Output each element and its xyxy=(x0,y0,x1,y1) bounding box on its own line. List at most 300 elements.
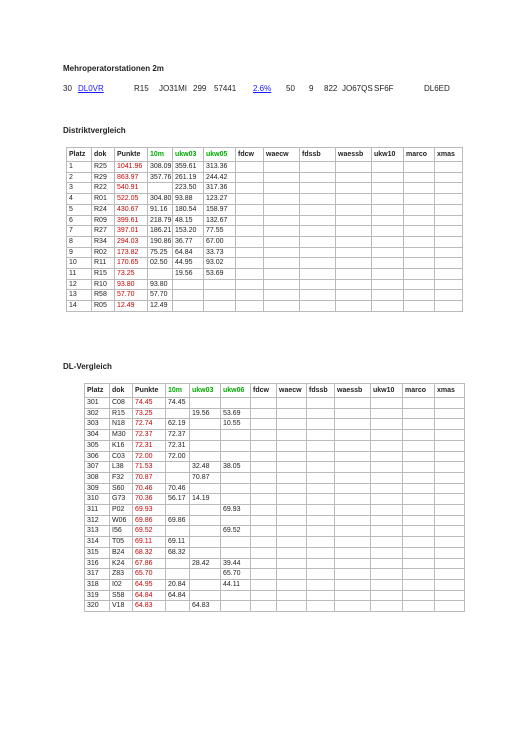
table-cell-fdcw xyxy=(251,494,277,505)
table-cell-ukw06: 44.11 xyxy=(221,579,251,590)
table-cell-marco xyxy=(403,579,435,590)
table-cell-fdcw xyxy=(251,505,277,516)
table-cell-ukw05: 93.02 xyxy=(204,258,236,269)
table-cell-ukw05: 53.69 xyxy=(204,269,236,280)
table-cell-waessb xyxy=(336,215,372,226)
table-cell-fdssb xyxy=(300,258,336,269)
table-cell-ukw10 xyxy=(371,408,403,419)
table-row xyxy=(85,547,465,558)
table-cell-waessb xyxy=(336,290,372,301)
table-cell-fdcw xyxy=(236,279,264,290)
table-cell-platz: 13 xyxy=(67,290,92,301)
table-row xyxy=(85,472,465,483)
table-cell-platz: 7 xyxy=(67,226,92,237)
table-cell-10m: 357.76 xyxy=(148,172,173,183)
column-header-ukw10: ukw10 xyxy=(372,148,404,162)
table-cell-platz: 313 xyxy=(85,526,110,537)
table-cell-ukw06: 38.05 xyxy=(221,462,251,473)
table-cell-10m: 93.80 xyxy=(148,279,173,290)
table-cell-waecw xyxy=(264,226,300,237)
table-cell-dok: T05 xyxy=(110,537,133,548)
table-cell-fdcw xyxy=(236,215,264,226)
column-header-dok: dok xyxy=(110,384,133,398)
table-cell-punkte: 64.84 xyxy=(133,590,166,601)
table-cell-waecw xyxy=(264,183,300,194)
table-cell-waessb xyxy=(336,204,372,215)
table-cell-ukw10 xyxy=(372,301,404,312)
table-cell-xmas xyxy=(435,537,465,548)
table-cell-fdcw xyxy=(236,194,264,205)
table-cell-platz: 303 xyxy=(85,419,110,430)
station-odx-loc: JO67QS xyxy=(342,84,373,93)
table-cell-dok: S60 xyxy=(110,483,133,494)
station-n2: 9 xyxy=(309,84,314,93)
table-cell-fdssb xyxy=(300,204,336,215)
table-cell-10m: 304.80 xyxy=(148,194,173,205)
table-cell-platz: 309 xyxy=(85,483,110,494)
table-cell-punkte: 72.37 xyxy=(133,430,166,441)
table-cell-ukw03 xyxy=(173,279,204,290)
table-cell-10m: 69.86 xyxy=(166,515,190,526)
table-cell-10m xyxy=(166,558,190,569)
table-cell-ukw05: 158.97 xyxy=(204,204,236,215)
table-cell-dok: R34 xyxy=(92,236,115,247)
table-cell-marco xyxy=(403,451,435,462)
table-cell-ukw10 xyxy=(371,462,403,473)
table-cell-waessb xyxy=(335,590,371,601)
table-cell-dok: S58 xyxy=(110,590,133,601)
table-cell-10m: 91.16 xyxy=(148,204,173,215)
column-header-ukw06: ukw06 xyxy=(221,384,251,398)
table-cell-punkte: 69.86 xyxy=(133,515,166,526)
table-cell-punkte: 93.80 xyxy=(115,279,148,290)
table-cell-marco xyxy=(404,236,435,247)
table-cell-waecw xyxy=(264,162,300,173)
table-cell-dok: N18 xyxy=(110,419,133,430)
table-cell-xmas xyxy=(435,290,463,301)
table-cell-10m xyxy=(166,462,190,473)
table-cell-10m: 68.32 xyxy=(166,547,190,558)
table-cell-xmas xyxy=(435,408,465,419)
table-cell-fdcw xyxy=(251,558,277,569)
table-cell-xmas xyxy=(435,515,465,526)
table-cell-waessb xyxy=(335,462,371,473)
table-cell-xmas xyxy=(435,505,465,516)
table-cell-fdcw xyxy=(251,440,277,451)
table-cell-waessb xyxy=(336,301,372,312)
table-cell-waessb xyxy=(335,483,371,494)
table-cell-ukw05: 33.73 xyxy=(204,247,236,258)
table-cell-dok: I02 xyxy=(110,579,133,590)
table-cell-marco xyxy=(404,269,435,280)
table-cell-punkte: 170.65 xyxy=(115,258,148,269)
table-cell-marco xyxy=(403,494,435,505)
table-cell-dok: R11 xyxy=(92,258,115,269)
table-cell-waessb xyxy=(335,451,371,462)
table-cell-platz: 320 xyxy=(85,601,110,612)
table-cell-fdssb xyxy=(300,226,336,237)
column-header-ukw05: ukw05 xyxy=(204,148,236,162)
table-cell-waecw xyxy=(277,430,307,441)
table-cell-ukw05 xyxy=(204,290,236,301)
table-cell-ukw10 xyxy=(371,515,403,526)
table-cell-ukw10 xyxy=(371,419,403,430)
table-cell-xmas xyxy=(435,494,465,505)
table-cell-platz: 314 xyxy=(85,537,110,548)
table-cell-xmas xyxy=(435,558,465,569)
table-cell-dok: R09 xyxy=(92,215,115,226)
table-cell-platz: 311 xyxy=(85,505,110,516)
table-cell-ukw03: 64.84 xyxy=(173,247,204,258)
section-title-multiop: Mehroperatorstationen 2m xyxy=(63,64,164,73)
table-cell-punkte: 70.87 xyxy=(133,472,166,483)
table-cell-waecw xyxy=(277,483,307,494)
table-cell-waecw xyxy=(277,547,307,558)
table-cell-platz: 305 xyxy=(85,440,110,451)
column-header-marco: marco xyxy=(403,384,435,398)
table-cell-ukw03: 223.50 xyxy=(173,183,204,194)
table-cell-10m: 72.37 xyxy=(166,430,190,441)
table-cell-ukw10 xyxy=(372,258,404,269)
table-row xyxy=(67,247,463,258)
table-cell-fdssb xyxy=(300,279,336,290)
table-cell-platz: 4 xyxy=(67,194,92,205)
table-cell-ukw03: 19.56 xyxy=(190,408,221,419)
table-cell-waessb xyxy=(335,505,371,516)
table-cell-marco xyxy=(404,162,435,173)
table-cell-punkte: 71.53 xyxy=(133,462,166,473)
table-cell-xmas xyxy=(435,194,463,205)
table-cell-ukw06 xyxy=(221,515,251,526)
table-cell-fdcw xyxy=(251,569,277,580)
table-cell-punkte: 68.32 xyxy=(133,547,166,558)
table-cell-ukw10 xyxy=(372,236,404,247)
table-cell-fdcw xyxy=(236,247,264,258)
table-cell-ukw10 xyxy=(371,451,403,462)
table-cell-platz: 306 xyxy=(85,451,110,462)
table-cell-platz: 308 xyxy=(85,472,110,483)
table-cell-xmas xyxy=(435,547,465,558)
table-cell-ukw03: 14.19 xyxy=(190,494,221,505)
table-cell-ukw06 xyxy=(221,430,251,441)
table-cell-waecw xyxy=(277,472,307,483)
table-cell-fdcw xyxy=(251,537,277,548)
table-cell-fdcw xyxy=(251,398,277,409)
table-row xyxy=(85,590,465,601)
table-cell-10m xyxy=(166,408,190,419)
table-row xyxy=(67,290,463,301)
table-cell-waecw xyxy=(277,398,307,409)
table-cell-10m: 12.49 xyxy=(148,301,173,312)
table-cell-fdssb xyxy=(307,601,335,612)
table-cell-waessb xyxy=(335,579,371,590)
table-row xyxy=(85,505,465,516)
table-cell-waecw xyxy=(277,579,307,590)
table-cell-punkte: 12.49 xyxy=(115,301,148,312)
table-row xyxy=(85,601,465,612)
table-row xyxy=(85,398,465,409)
table-cell-xmas xyxy=(435,247,463,258)
table-cell-xmas xyxy=(435,440,465,451)
table-cell-punkte: 863.97 xyxy=(115,172,148,183)
table-cell-dok: R27 xyxy=(92,226,115,237)
table-cell-fdssb xyxy=(300,236,336,247)
table-cell-waessb xyxy=(335,526,371,537)
table-cell-waecw xyxy=(277,451,307,462)
table-cell-marco xyxy=(404,290,435,301)
table-cell-punkte: 397.01 xyxy=(115,226,148,237)
table-cell-xmas xyxy=(435,462,465,473)
table-cell-ukw06: 65.70 xyxy=(221,569,251,580)
table-cell-ukw10 xyxy=(372,269,404,280)
station-op: DL6ED xyxy=(424,84,450,93)
table-cell-fdssb xyxy=(307,430,335,441)
table-row xyxy=(67,194,463,205)
table-cell-fdssb xyxy=(307,526,335,537)
table-cell-10m: 74.45 xyxy=(166,398,190,409)
table-row xyxy=(67,279,463,290)
table-cell-ukw03 xyxy=(190,451,221,462)
table-cell-waessb xyxy=(335,419,371,430)
table-cell-fdssb xyxy=(300,172,336,183)
table-cell-xmas xyxy=(435,215,463,226)
table-cell-ukw03 xyxy=(190,483,221,494)
table-cell-waessb xyxy=(335,558,371,569)
table-cell-marco xyxy=(404,301,435,312)
table-cell-ukw10 xyxy=(372,172,404,183)
table-cell-waessb xyxy=(335,537,371,548)
table-row xyxy=(67,269,463,280)
table-cell-punkte: 67.86 xyxy=(133,558,166,569)
table-cell-waessb xyxy=(336,183,372,194)
table-row xyxy=(67,301,463,312)
table-cell-ukw05: 77.55 xyxy=(204,226,236,237)
table-cell-punkte: 294.03 xyxy=(115,236,148,247)
table-cell-ukw10 xyxy=(372,247,404,258)
table-cell-fdssb xyxy=(307,558,335,569)
table-row xyxy=(85,494,465,505)
table-cell-ukw06 xyxy=(221,472,251,483)
column-header-marco: marco xyxy=(404,148,435,162)
table-cell-ukw10 xyxy=(371,601,403,612)
table-cell-waecw xyxy=(277,494,307,505)
table-row xyxy=(67,215,463,226)
table-cell-fdcw xyxy=(251,515,277,526)
table-cell-ukw05: 67.00 xyxy=(204,236,236,247)
table-cell-waecw xyxy=(277,590,307,601)
table-cell-ukw10 xyxy=(371,483,403,494)
station-points: 57441 xyxy=(214,84,237,93)
dl-table xyxy=(84,383,465,612)
table-cell-marco xyxy=(403,440,435,451)
table-cell-fdcw xyxy=(236,226,264,237)
table-cell-fdssb xyxy=(307,537,335,548)
table-row xyxy=(67,226,463,237)
table-cell-10m: 218.79 xyxy=(148,215,173,226)
table-cell-marco xyxy=(403,462,435,473)
table-cell-10m: 308.09 xyxy=(148,162,173,173)
table-cell-ukw03 xyxy=(190,505,221,516)
table-row xyxy=(67,258,463,269)
table-cell-marco xyxy=(403,408,435,419)
station-locator: JO31MI xyxy=(159,84,188,93)
table-cell-xmas xyxy=(435,172,463,183)
table-row xyxy=(67,204,463,215)
table-cell-fdcw xyxy=(236,183,264,194)
table-row xyxy=(85,440,465,451)
table-cell-marco xyxy=(404,204,435,215)
column-header-fdssb: fdssb xyxy=(300,148,336,162)
table-cell-xmas xyxy=(435,269,463,280)
table-cell-dok: F32 xyxy=(110,472,133,483)
table-cell-10m: 72.31 xyxy=(166,440,190,451)
table-cell-ukw03 xyxy=(173,301,204,312)
column-header-waessb: waessb xyxy=(336,148,372,162)
table-cell-fdssb xyxy=(307,569,335,580)
table-cell-waessb xyxy=(336,247,372,258)
station-percent-link[interactable]: 2.6% xyxy=(253,84,272,93)
table-cell-waessb xyxy=(336,226,372,237)
table-cell-dok: R58 xyxy=(92,290,115,301)
table-cell-dok: Z83 xyxy=(110,569,133,580)
table-cell-dok: M30 xyxy=(110,430,133,441)
table-cell-marco xyxy=(403,419,435,430)
table-cell-ukw06 xyxy=(221,451,251,462)
table-cell-platz: 317 xyxy=(85,569,110,580)
table-cell-dok: K16 xyxy=(110,440,133,451)
table-cell-platz: 310 xyxy=(85,494,110,505)
table-cell-ukw10 xyxy=(372,183,404,194)
table-cell-ukw03 xyxy=(173,290,204,301)
section-title-district: Distriktvergleich xyxy=(63,126,126,135)
table-cell-platz: 315 xyxy=(85,547,110,558)
table-cell-marco xyxy=(403,398,435,409)
table-cell-waecw xyxy=(277,526,307,537)
table-cell-waecw xyxy=(277,558,307,569)
table-cell-10m xyxy=(166,472,190,483)
table-cell-dok: B24 xyxy=(110,547,133,558)
table-cell-10m: 64.84 xyxy=(166,590,190,601)
table-cell-fdcw xyxy=(236,258,264,269)
table-cell-platz: 1 xyxy=(67,162,92,173)
table-cell-ukw03 xyxy=(190,579,221,590)
table-cell-xmas xyxy=(435,483,465,494)
table-cell-xmas xyxy=(435,601,465,612)
table-row xyxy=(85,483,465,494)
table-cell-marco xyxy=(403,558,435,569)
table-cell-dok: R15 xyxy=(92,269,115,280)
table-cell-xmas xyxy=(435,226,463,237)
column-header-10m: 10m xyxy=(166,384,190,398)
table-cell-marco xyxy=(403,547,435,558)
table-cell-punkte: 69.52 xyxy=(133,526,166,537)
table-cell-ukw10 xyxy=(372,162,404,173)
station-call-link[interactable]: DL0VR xyxy=(78,84,104,93)
table-row xyxy=(67,183,463,194)
column-header-fdcw: fdcw xyxy=(251,384,277,398)
table-cell-waessb xyxy=(336,194,372,205)
table-cell-dok: R22 xyxy=(92,183,115,194)
table-cell-10m xyxy=(166,601,190,612)
table-cell-waecw xyxy=(264,215,300,226)
table-cell-ukw06 xyxy=(221,537,251,548)
table-cell-dok: K24 xyxy=(110,558,133,569)
table-cell-fdssb xyxy=(307,408,335,419)
table-cell-10m xyxy=(148,183,173,194)
table-cell-punkte: 1041.96 xyxy=(115,162,148,173)
table-cell-ukw03 xyxy=(190,547,221,558)
column-header-ukw03: ukw03 xyxy=(173,148,204,162)
table-cell-fdssb xyxy=(307,494,335,505)
column-header-xmas: xmas xyxy=(435,384,465,398)
table-cell-punkte: 399.61 xyxy=(115,215,148,226)
table-cell-platz: 8 xyxy=(67,236,92,247)
table-cell-xmas xyxy=(435,590,465,601)
table-cell-fdssb xyxy=(307,462,335,473)
table-cell-ukw03 xyxy=(190,537,221,548)
table-cell-ukw10 xyxy=(372,194,404,205)
table-cell-ukw10 xyxy=(372,290,404,301)
table-cell-fdssb xyxy=(300,162,336,173)
table-cell-ukw03 xyxy=(190,590,221,601)
table-cell-dok: G73 xyxy=(110,494,133,505)
table-cell-platz: 6 xyxy=(67,215,92,226)
table-row xyxy=(85,430,465,441)
station-region: R15 xyxy=(134,84,149,93)
table-cell-dok: R25 xyxy=(92,162,115,173)
table-cell-ukw06 xyxy=(221,590,251,601)
table-cell-dok: P02 xyxy=(110,505,133,516)
table-cell-fdssb xyxy=(307,515,335,526)
table-cell-punkte: 540.91 xyxy=(115,183,148,194)
table-cell-xmas xyxy=(435,162,463,173)
table-cell-fdcw xyxy=(251,472,277,483)
column-header-punkte: Punkte xyxy=(115,148,148,162)
table-cell-ukw03: 64.83 xyxy=(190,601,221,612)
table-cell-marco xyxy=(403,505,435,516)
table-cell-fdcw xyxy=(251,451,277,462)
column-header-ukw03: ukw03 xyxy=(190,384,221,398)
table-cell-xmas xyxy=(435,472,465,483)
table-cell-waecw xyxy=(264,204,300,215)
table-cell-fdcw xyxy=(251,579,277,590)
table-cell-ukw05: 132.67 xyxy=(204,215,236,226)
table-cell-punkte: 73.25 xyxy=(133,408,166,419)
table-cell-waessb xyxy=(335,472,371,483)
table-cell-ukw03: 19.56 xyxy=(173,269,204,280)
table-cell-ukw03: 153.20 xyxy=(173,226,204,237)
table-cell-punkte: 64.95 xyxy=(133,579,166,590)
table-cell-fdcw xyxy=(251,590,277,601)
table-cell-waecw xyxy=(264,258,300,269)
district-table xyxy=(66,147,463,312)
table-cell-fdcw xyxy=(251,462,277,473)
table-cell-ukw10 xyxy=(371,430,403,441)
table-cell-10m: 186.21 xyxy=(148,226,173,237)
table-cell-waessb xyxy=(335,408,371,419)
table-cell-dok: R05 xyxy=(92,301,115,312)
table-cell-ukw05: 313.36 xyxy=(204,162,236,173)
table-cell-10m: 190.86 xyxy=(148,236,173,247)
table-cell-dok: I56 xyxy=(110,526,133,537)
column-header-fdcw: fdcw xyxy=(236,148,264,162)
table-cell-platz: 2 xyxy=(67,172,92,183)
table-cell-xmas xyxy=(435,258,463,269)
table-cell-marco xyxy=(404,172,435,183)
table-cell-marco xyxy=(403,569,435,580)
table-cell-punkte: 64.83 xyxy=(133,601,166,612)
column-header-waessb: waessb xyxy=(335,384,371,398)
